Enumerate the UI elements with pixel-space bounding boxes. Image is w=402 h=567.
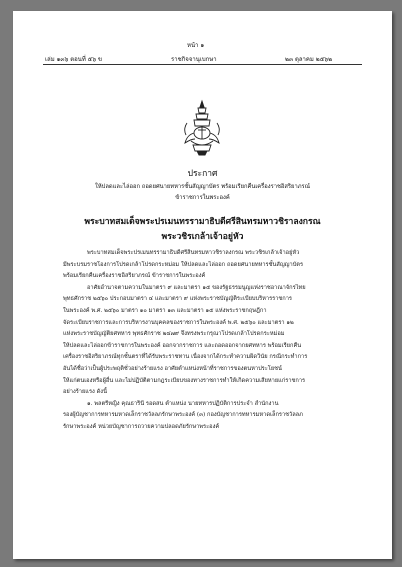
paragraph-3-line: รักษาพระองค์ หน่วยบัญชาการถวายความปลอดภัยรักษาพระองค์ bbox=[63, 423, 220, 430]
header-divider bbox=[43, 64, 362, 65]
paragraph-2-line: เครื่องราชอิสริยาภรณ์ทุกชั้นตราที่ได้รับพระราชทาน เนื่องจากได้กระทำความผิดวินัย กรณีกระทำการ bbox=[63, 354, 308, 361]
paragraph-2-line: อาศัยอำนาจตามความในมาตรา ๙ และมาตรา ๑๕ ของรัฐธรรมนูญแห่งราชอาณาจักรไทย bbox=[87, 284, 306, 291]
paragraph-3-line: รองผู้บัญชาการทหารมหาดเล็กราชวัลลภรักษาพระองค์ (๓) กองบัญชาการทหารมหาดเล็กราชวัลลภ bbox=[63, 412, 303, 419]
paragraph-2-line: อย่างร้ายแรง ดังนี้ bbox=[63, 389, 107, 396]
paragraph-1-line: พระบาทสมเด็จพระปรเมนทรรามาธิบดีศรีสินทรมหาวชิราลงกรณ พระวชิรเกล้าเจ้าอยู่หัว bbox=[87, 250, 300, 256]
paragraph-2-line: พุทธศักราช ๒๕๖๐ ประกอบมาตรา ๔ และมาตรา ๙ แห่งพระราชบัญญัติระเบียบบริหารราชการ bbox=[63, 296, 292, 303]
gazette-page bbox=[13, 11, 392, 559]
announcement-title: ประกาศ bbox=[187, 169, 218, 179]
paragraph-2-line: แห่งพระราชบัญญัติยศทหาร พุทธศักราช ๒๔๗๙ จึงทรงพระกรุณาโปรดเกล้าโปรดกระหม่อม bbox=[63, 331, 285, 338]
paragraph-1-line: มีพระบรมราชโองการโปรดเกล้าโปรดกระหม่อม ให้ปลดและไล่ออก ถอดยศนายทหารชั้นสัญญาบัตร bbox=[63, 261, 304, 268]
paragraph-3-line: ๑. พลตรีหญิง คุณธารินี รอดสน ตำแหน่ง นายทหารปฏิบัติการประจำ สำนักงาน bbox=[87, 400, 279, 407]
royal-heading-line-1: พระบาทสมเด็จพระปรเมนทรรามาธิบดีศรีสินทรมหาวชิราลงกรณ bbox=[84, 217, 321, 227]
royal-heading-line-2: พระวชิรเกล้าเจ้าอยู่หัว bbox=[161, 232, 244, 242]
paragraph-2-line: ในพระองค์ พ.ศ. ๒๕๖๐ มาตรา ๑๐ มาตรา ๑๓ และมาตรา ๑๕ แห่งพระราชกฤษฎีกา bbox=[63, 307, 267, 314]
gazette-name: ราชกิจจานุเบกษา bbox=[171, 56, 217, 63]
body-text bbox=[63, 248, 356, 434]
announcement-subtitle-line-2: ข้าราชการในพระองค์ bbox=[175, 195, 230, 201]
publish-date: ๒๓ ตุลาคม ๒๕๖๒ bbox=[285, 56, 333, 63]
page-number: หน้า ๑ bbox=[187, 42, 205, 49]
paragraph-2-line: ให้แก่ตนเองหรือผู้อื่น และไม่ปฏิบัติตามกฎระเบียบของทางราชการทำให้เกิดความเสียหายแก่ราชการ bbox=[63, 377, 306, 384]
royal-emblem-icon bbox=[181, 99, 223, 157]
announcement-subtitle-line-1: ให้ปลดและไล่ออก ถอดยศนายทหารชั้นสัญญาบัตร พร้อมเรียกคืนเครื่องราชอิสริยาภรณ์ bbox=[94, 184, 311, 190]
paragraph-2-line: ให้ปลดและไล่ออกข้าราชการในพระองค์ ออกจากราชการ และถอดออกจากยศทหาร พร้อมเรียกคืน bbox=[63, 342, 302, 349]
paragraph-1-line: พร้อมเรียกคืนเครื่องราชอิสริยาภรณ์ ข้าราชการในพระองค์ bbox=[63, 273, 206, 280]
paragraph-2-line: อันได้ชื่อว่าเป็นผู้ประพฤติชั่วอย่างร้ายแรง อาศัยตำแหน่งหน้าที่ราชการของตนหาประโยชน์ bbox=[63, 365, 282, 372]
volume-info: เล่ม ๑๓๖ ตอนที่ ๕๖ ข bbox=[45, 56, 103, 63]
paragraph-2-line: จัดระเบียบราชการและการบริหารงานบุคคลของราชการในพระองค์ พ.ศ. ๒๕๖๐ และมาตรา ๑๒ bbox=[63, 319, 294, 326]
